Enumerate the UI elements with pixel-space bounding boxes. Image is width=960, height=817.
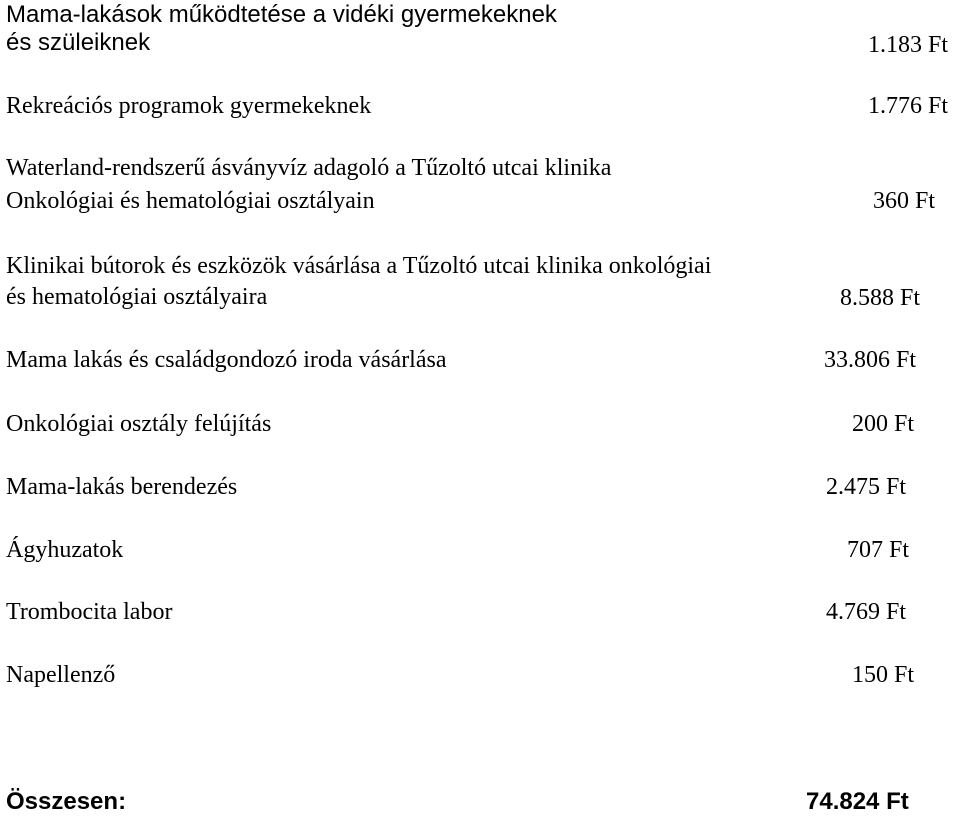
item-label: Klinikai bútorok és eszközök vásárlása a Tűzoltó utcai klinika onkológiai	[6, 253, 712, 279]
item-label: Trombocita labor	[6, 599, 173, 625]
item-label: Ágyhuzatok	[6, 537, 124, 563]
item-label: Mama lakás és családgondozó iroda vásárlása	[6, 347, 447, 373]
item-label: Mama-lakás berendezés	[6, 474, 238, 500]
item-label: és szüleiknek	[6, 29, 151, 56]
item-amount: 33.806 Ft	[824, 347, 917, 373]
item-amount: 707 Ft	[847, 537, 910, 563]
item-label: Onkológiai és hematológiai osztályain	[6, 188, 375, 214]
item-label: Mama-lakások működtetése a vidéki gyermekeknek	[6, 1, 557, 28]
total-label: Összesen:	[6, 788, 127, 815]
item-amount: 1.183 Ft	[868, 32, 949, 58]
item-amount: 360 Ft	[873, 188, 936, 214]
item-amount: 200 Ft	[852, 411, 915, 437]
item-amount: 2.475 Ft	[826, 474, 907, 500]
item-amount: 1.776 Ft	[868, 93, 949, 119]
item-label: és hematológiai osztályaira	[6, 284, 268, 310]
item-amount: 4.769 Ft	[826, 599, 907, 625]
item-label: Waterland-rendszerű ásványvíz adagoló a Tűzoltó utcai klinika	[6, 155, 612, 181]
item-amount: 8.588 Ft	[840, 285, 921, 311]
item-amount: 150 Ft	[852, 662, 915, 688]
item-label: Onkológiai osztály felújítás	[6, 411, 272, 437]
item-label: Napellenző	[6, 662, 116, 688]
total-amount: 74.824 Ft	[806, 788, 909, 815]
item-label: Rekreációs programok gyermekeknek	[6, 93, 372, 119]
